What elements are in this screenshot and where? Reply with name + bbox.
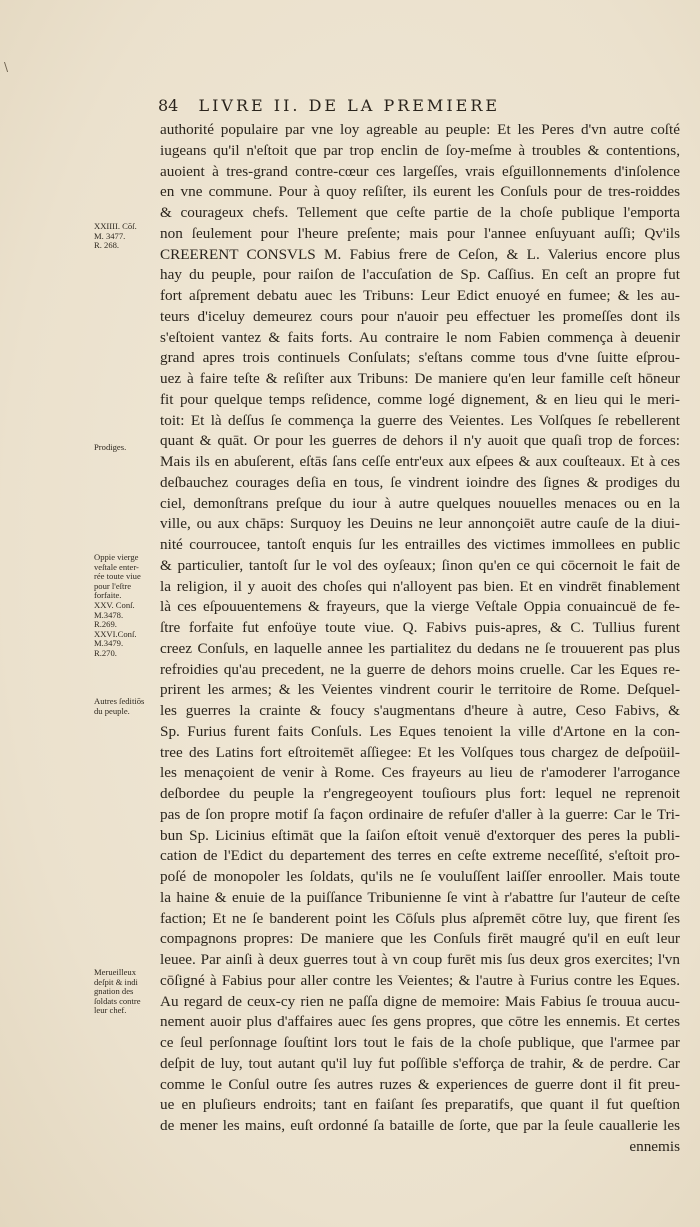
text-line: fit pour quelque temps reſidence, comme logé dignement, & en lieu qui le meri- bbox=[160, 390, 680, 408]
text-line: auoient à tres-grand contre-cœur ces largeſſes, vrais eſguillonnements d'inſolence bbox=[160, 162, 680, 180]
text-line: deſbordee du peuple la r'engregeoyent touſiours plus fort: lequel ne reprenoit bbox=[160, 785, 680, 802]
text-line: & courageux chefs. Tellement que ceſte partie de la choſe publique l'emporta bbox=[160, 204, 680, 221]
text-line: Au regard de ceux-cy rien ne paſſa digne de memoire: Mais Fabius ſe trouua aucu- bbox=[160, 992, 680, 1010]
margin-note-seditions: Autres ſeditiōs du peuple. bbox=[94, 696, 145, 716]
text-line: creez Conſuls, en laquelle annee les partialitez du dedans ne ſe trouuerent pas plus bbox=[160, 639, 680, 657]
text-line: prirent les armes; & les Veientes vindrent courir le territoire de Rome. Deſquel- bbox=[160, 681, 680, 699]
text-line: s'eſtoient vantez & faits forts. Au contraire le nom Fabien commença à deuenir bbox=[160, 328, 680, 346]
text-line: là ces eſpouuentemens & frayeurs, que la vierge Veſtale Oppia conuaincuë de fe- bbox=[160, 598, 680, 616]
text-line: refroidies qu'au precedent, ne la guerre de dehors moins cruelle. Car les Eques re- bbox=[160, 660, 680, 678]
text-line: deſpit de luy, tout autant qu'il luy fut poſſible s'efforça de trahir, & de perdre. Car bbox=[160, 1054, 680, 1072]
margin-note-consuls-24: XXIIII. Cōſ. M. 3477. R. 268. bbox=[94, 221, 137, 251]
margin-note-oppia: Oppie vierge veſtale enter- rée toute viue pour l'eſtre forfaite. XXV. Conſ. M.3478. R.269. XXVI.Conſ. M.3479. R.270. bbox=[94, 552, 141, 658]
margin-note-prodiges: Prodiges. bbox=[94, 442, 127, 452]
text-line: les menaçoient de venir à Rome. Ces frayeurs au lieu de r'amoderer l'arrogance bbox=[160, 764, 680, 782]
text-line: la religion, il y auoit des choſes qui n'alloyent pas bien. Et en vindrēt finablement bbox=[160, 577, 680, 595]
text-line: hay du peuple, pour raiſon de l'accuſation de Sp. Caſſius. En ceſt an propre fut bbox=[160, 266, 680, 284]
text-line: faction; Et ne ſe banderent point les Cōſuls plus aſpremēt cōtre luy, que firent ſes bbox=[160, 909, 680, 927]
text-line: de mener les mains, euſt ordonné ſa bataille de ſorte, que par la ſeule cauallerie les bbox=[160, 1117, 680, 1134]
gutter-mark: \ bbox=[4, 60, 9, 74]
text-line: Mais ils en abuſerent, eſtās ſans ceſſe entr'eux aux eſpees & aux couſteaux. Et à ces bbox=[160, 453, 680, 470]
text-line: non ſeulement pour l'heure preſente; mais pour l'annee enſuyuant auſſi; Qv'ils bbox=[160, 224, 680, 242]
text-line: compagnons propres: De maniere que les Conſuls firēt maugré qu'il en euſt leur bbox=[160, 930, 680, 948]
text-line: comme le Conſul outre ſes autres ruzes & experiences de guerre dont il fit preu- bbox=[160, 1075, 680, 1093]
margin-note-merveilleux: Merueilleux deſpit & indi gnation des ſoldats contre leur chef. bbox=[94, 967, 141, 1016]
text-line: en vne commune. Pour à quoy reſiſter, ils eurent les Conſuls pour de tres-roiddes bbox=[160, 183, 680, 201]
running-title: LIVRE II. DE LA PREMIERE bbox=[198, 96, 501, 115]
text-line: ville, ou aux chāps: Surquoy les Deuins ne leur annonçoiēt autre cauſe de la diui- bbox=[160, 515, 680, 533]
text-line: quant & quāt. Or pour les guerres de dehors il n'y auoit que quaſi trop de forces: bbox=[160, 432, 680, 450]
main-text-block bbox=[160, 120, 680, 1158]
text-line: cōſigné à Fabius pour aller contre les Veientes; & l'autre à Furius contre les Eques. bbox=[160, 971, 680, 989]
text-line: Sp. Furius furent faits Conſuls. Les Eques tenoient la ville d'Artone en la con- bbox=[160, 722, 680, 740]
running-header bbox=[158, 96, 678, 115]
text-line: iugeans qu'il n'eſtoit que par trop enclin de ſoy-meſme à troubles & contentions, bbox=[160, 141, 680, 159]
text-line: la haine & enuie de la puiſſance Tribunienne ſe vint à r'abattre ſur l'auteur de ceſte bbox=[160, 888, 680, 906]
text-line: cation de l'Edict du departement des terres en ceſte extreme neceſſité, s'eſtoit pro- bbox=[160, 847, 680, 865]
text-line: ce ſeul perſonnage ſouſtint lors tout le fais de la choſe publique, que l'armee par bbox=[160, 1034, 680, 1051]
text-line: uez à faire teſte & reſiſter aux Tribuns: De maniere qu'en leur famille ceſt hōneur bbox=[160, 370, 680, 387]
text-line: authorité populaire par vne loy agreable au peuple: Et les Peres d'vn autre coſté bbox=[160, 121, 680, 138]
catchword: ennemis bbox=[629, 1137, 680, 1155]
text-line: pas de ſon propre motif ſa façon ordinaire de refuſer d'aller à la guerre: Car le Tri- bbox=[160, 805, 680, 823]
text-line: fort aſprement debatu auec les Tribuns: Leur Edict enuoyé en fumee; & les au- bbox=[160, 287, 680, 304]
page-number: 84 bbox=[158, 96, 179, 115]
text-line: deſbauchez courages deſia en tous, ſe vindrent ioindre des ſignes & prodiges du bbox=[160, 473, 680, 491]
text-line: CREERENT CONSVLS M. Fabius frere de Ceſon, & L. Valerius encore plus bbox=[160, 245, 680, 263]
text-line: ciel, demonſtrans preſque du iour à autre quelques nouuelles menaces ou en la bbox=[160, 494, 680, 512]
text-line: tree des Latins fort eſtroitemēt aſſiegee: Et les Volſques tous chargez de deſpoüil- bbox=[160, 743, 680, 761]
text-line: ue en pluſieurs endroits; tant en faiſant ſes preparatifs, que quant il fut queſtion bbox=[160, 1096, 680, 1114]
text-line: leuee. Par ainſi à deux guerres tout à vn coup furēt mis ſus deux gros exercites; l'vn bbox=[160, 951, 680, 968]
text-line: bun Sp. Licinius eſtimāt que la ſaiſon eſtoit venuë d'extorquer des peres la publi- bbox=[160, 826, 680, 844]
text-line: nité courroucee, tantoſt enquis ſur les entrailles des victimes immollees en public bbox=[160, 536, 680, 553]
text-line: nement auoir plus d'affaires auec ſes gens propres, que cōtre les ennemis. Et certes bbox=[160, 1013, 680, 1031]
text-line: ſtre forfaite fut enfoüye toute viue. Q. Fabivs puis-apres, & C. Tullius furent bbox=[160, 619, 680, 636]
text-line: poſé de monopoler les ſoldats, qu'ils ne ſe vouluſſent laiſſer enrooller. Mais toute bbox=[160, 868, 680, 885]
text-line: toit: Et là deſſus ſe commença la guerre des Veientes. Les Volſques ſe rebellerent bbox=[160, 411, 680, 429]
text-line: teurs d'iceluy demeurez cours pour n'auoir peu effectuer les promeſſes dont ils bbox=[160, 307, 680, 325]
text-line: les guerres la crainte & foucy s'augmentans d'heure à autre, Ceso Fabivs, & bbox=[160, 702, 680, 719]
text-line: & particulier, tantoſt ſur le vol des oyſeaux; ſinon qu'en ce qui cōcernoit le fait de bbox=[160, 556, 680, 574]
text-line: grand apres trois continuels Conſulats; s'eſtans comme tous d'vne ſuitte eſprou- bbox=[160, 349, 680, 367]
